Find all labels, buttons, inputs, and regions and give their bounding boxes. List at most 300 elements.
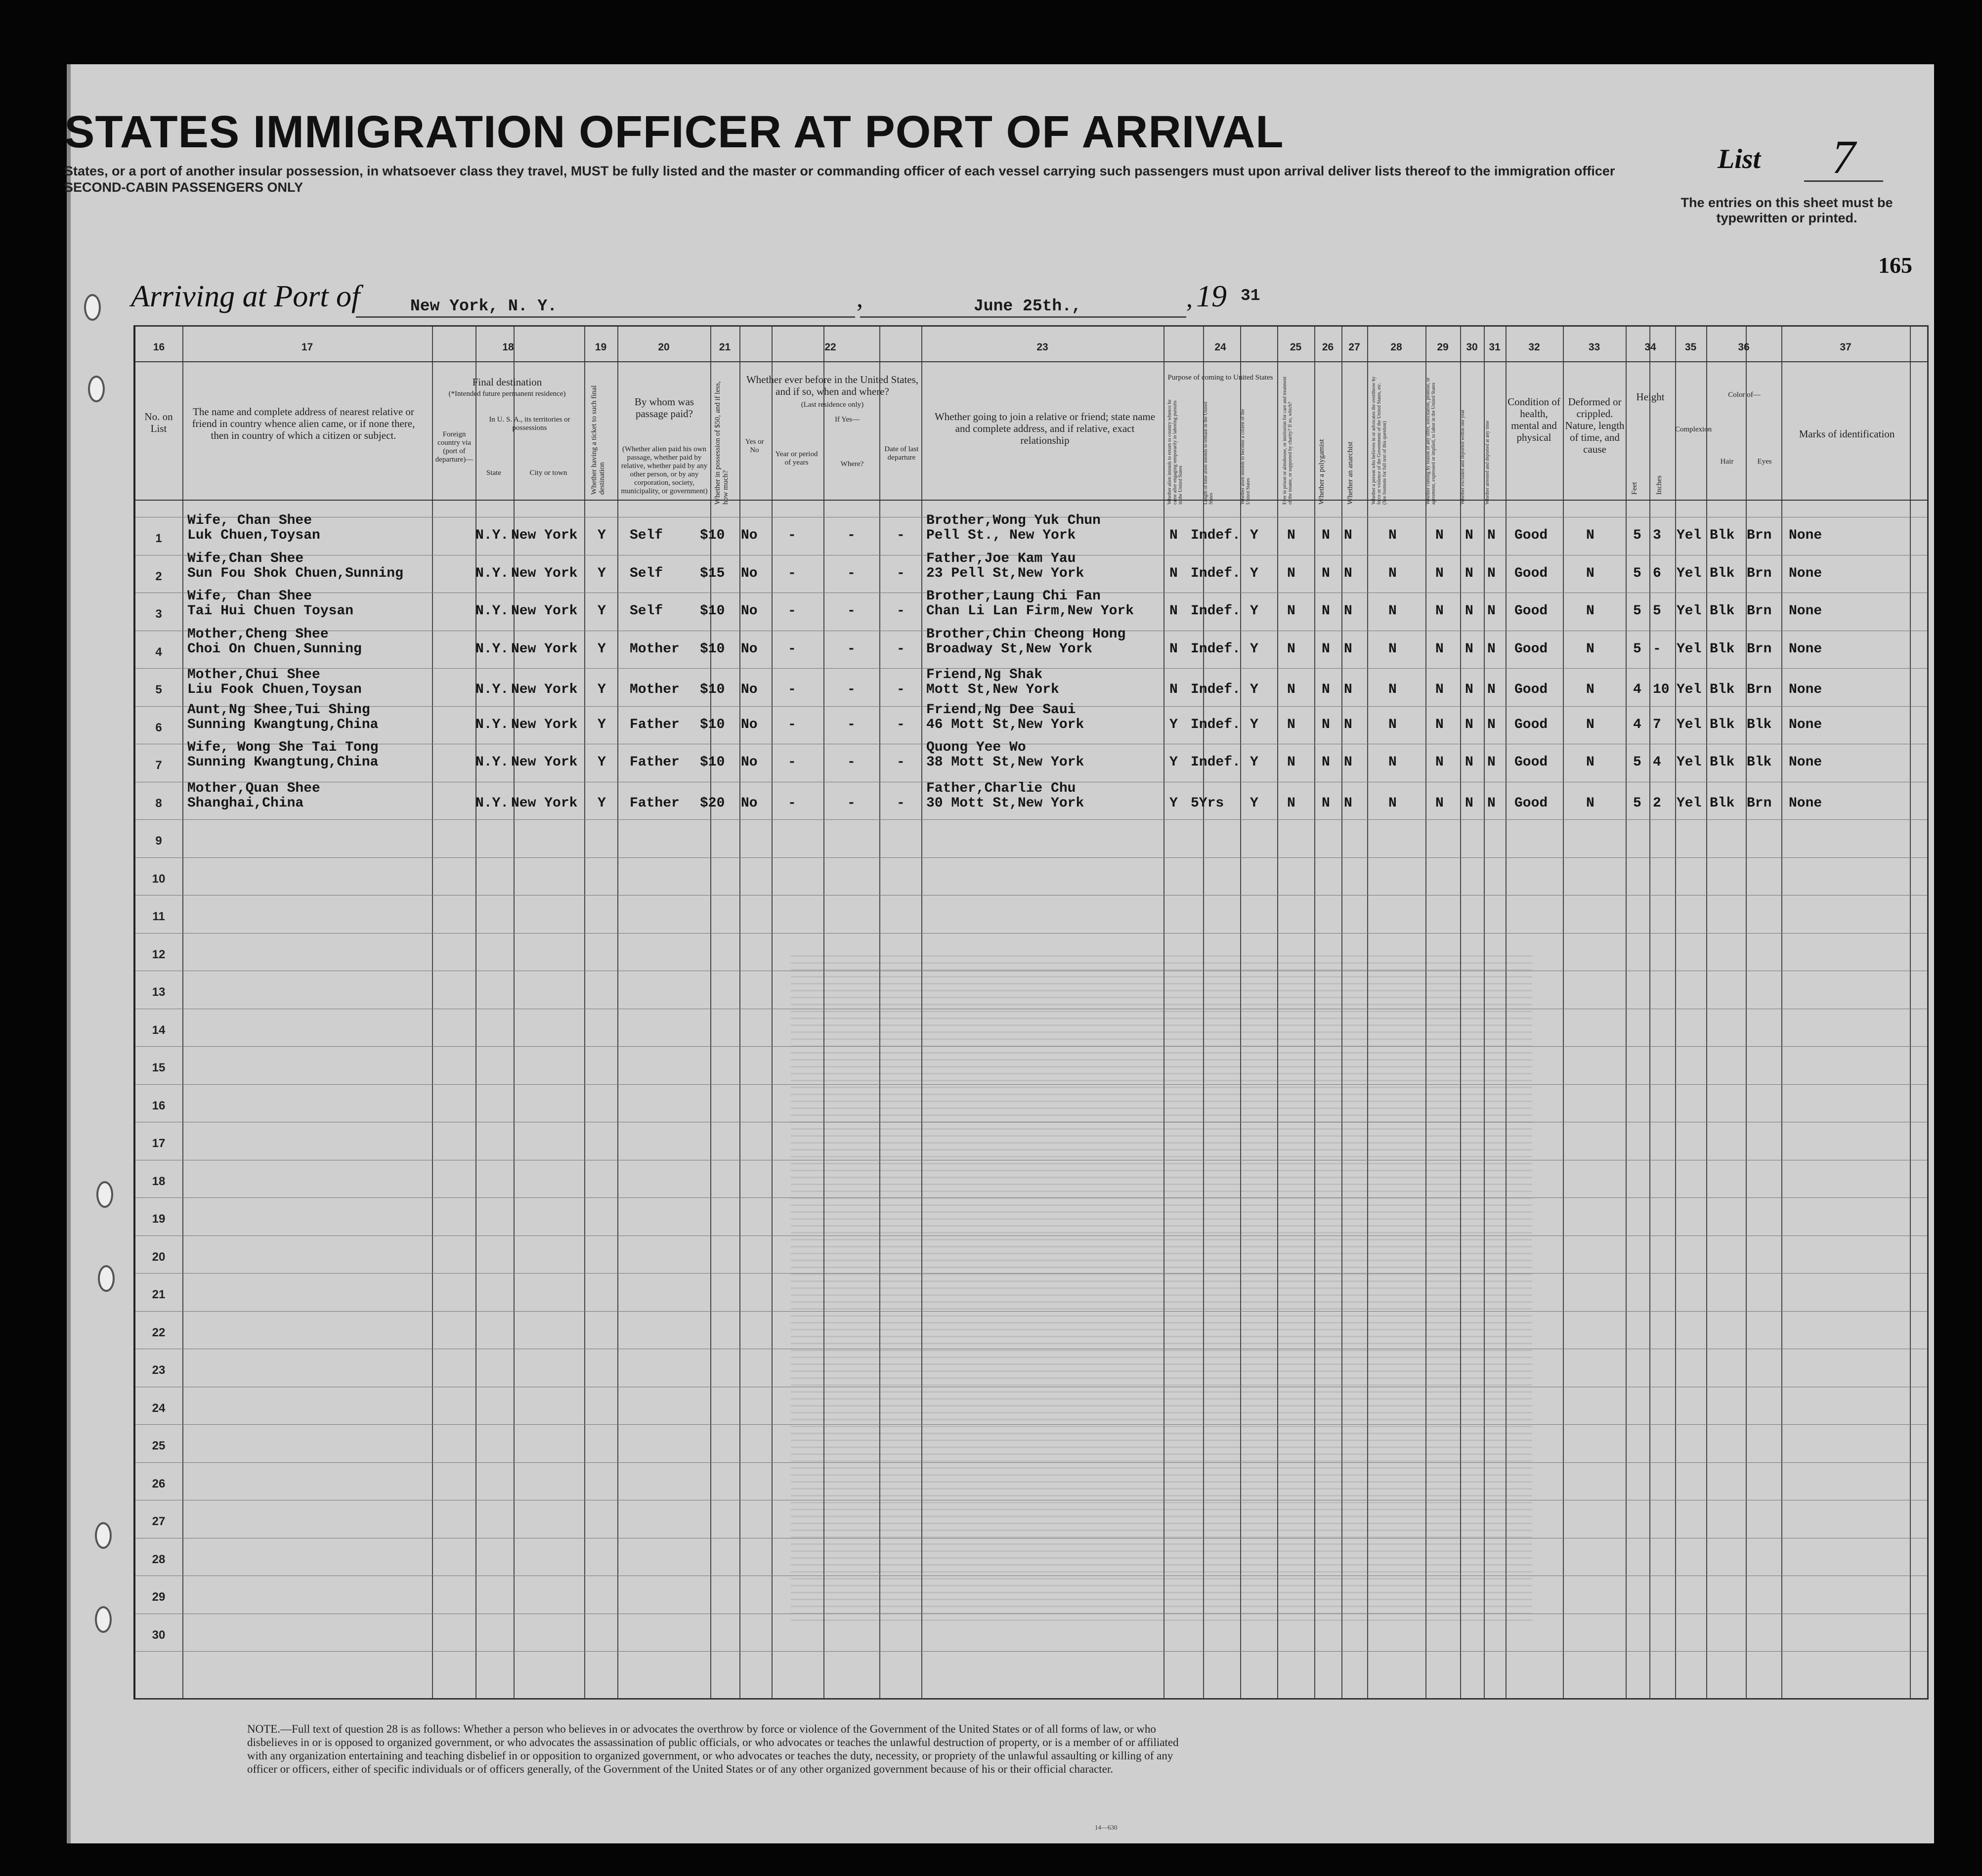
excluded-answer: N [1465, 755, 1473, 770]
passage-paid-by: Self [630, 603, 663, 619]
anarchist-answer: N [1344, 641, 1352, 657]
eye-color: Brn [1747, 641, 1772, 657]
column-number: 28 [1390, 341, 1402, 353]
row-number: 26 [152, 1477, 166, 1491]
column-number: 26 [1322, 341, 1334, 353]
ticket: Y [598, 603, 606, 619]
money: $20 [700, 795, 725, 811]
column-rule [1675, 327, 1676, 1698]
column-number: 30 [1466, 341, 1478, 353]
hair-color: Blk [1710, 528, 1735, 543]
state: N.Y. [475, 528, 509, 543]
header-ever-before: Whether ever before in the United States, and if so, when and where? [746, 374, 919, 397]
relative-name: Mother,Cheng Shee [187, 626, 329, 642]
row-rule [135, 1046, 1927, 1047]
money: $10 [700, 603, 725, 619]
money: $15 [700, 565, 725, 581]
marks: None [1789, 565, 1822, 581]
relative-address: Sunning Kwangtung,China [187, 755, 379, 770]
arriving-year-suffix: 31 [1241, 287, 1260, 305]
deported-answer: N [1487, 528, 1496, 543]
joining-address: Pell St., New York [926, 528, 1076, 543]
deformed: N [1586, 717, 1594, 732]
polygamist-answer: N [1322, 795, 1330, 811]
polygamist-answer: N [1322, 755, 1330, 770]
anarchist-answer: N [1344, 528, 1352, 543]
complexion: Yel [1677, 717, 1702, 732]
height-feet: 4 [1633, 682, 1641, 697]
list-label: List [1718, 144, 1761, 174]
ever-before: No [741, 641, 758, 657]
column-number: 20 [658, 341, 670, 353]
money: $10 [700, 682, 725, 697]
purpose-length: 5Yrs [1191, 795, 1224, 811]
purpose-return: N [1169, 641, 1178, 657]
binder-hole [95, 1606, 112, 1633]
deported-answer: N [1487, 603, 1496, 619]
purpose-return: Y [1169, 717, 1178, 732]
labor-answer: N [1435, 641, 1444, 657]
relative-name: Wife,Chan Shee [187, 551, 304, 566]
header-city: City or town [529, 469, 567, 477]
header-rule [135, 500, 1927, 501]
overthrow-answer: N [1388, 717, 1397, 732]
relative-name: Wife, Wong She Tai Tong [187, 740, 379, 755]
joining-address: 46 Mott St,New York [926, 717, 1084, 732]
column-number: 27 [1348, 341, 1360, 353]
row-rule [135, 1311, 1927, 1312]
polygamist-answer: N [1322, 717, 1330, 732]
relative-name: Mother,Quan Shee [187, 780, 320, 796]
header-rule [135, 361, 1927, 362]
comma: , [857, 285, 863, 313]
height-inches: 6 [1653, 565, 1661, 581]
column-rule [1425, 327, 1426, 1698]
eye-color: Brn [1747, 682, 1772, 697]
purpose-citizen: Y [1250, 641, 1258, 657]
where: - [847, 641, 856, 657]
purpose-citizen: Y [1250, 682, 1258, 697]
ticket: Y [598, 528, 606, 543]
page-number: 165 [1878, 253, 1912, 278]
purpose-citizen: Y [1250, 795, 1258, 811]
money: $10 [700, 528, 725, 543]
column-rule [1314, 327, 1315, 1698]
excluded-answer: N [1465, 682, 1473, 697]
complexion: Yel [1677, 755, 1702, 770]
header-anarchist: Whether an anarchist [1346, 441, 1354, 505]
polygamist-answer: N [1322, 565, 1330, 581]
eye-color: Brn [1747, 565, 1772, 581]
column-number: 21 [719, 341, 731, 353]
anarchist-answer: N [1344, 565, 1352, 581]
column-rule [879, 327, 880, 1698]
relative-address: Tai Hui Chuen Toysan [187, 603, 354, 619]
deported-answer: N [1487, 755, 1496, 770]
relative-address: Sun Fou Shok Chuen,Sunning [187, 565, 403, 581]
ticket: Y [598, 795, 606, 811]
complexion: Yel [1677, 641, 1702, 657]
row-number: 20 [152, 1250, 166, 1264]
row-rule [135, 1084, 1927, 1085]
overthrow-answer: N [1388, 565, 1397, 581]
labor-answer: N [1435, 603, 1444, 619]
header-state: State [486, 469, 501, 477]
hair-color: Blk [1710, 717, 1735, 732]
comma: , [1186, 285, 1193, 313]
column-number: 19 [595, 341, 607, 353]
header-join-relative: Whether going to join a relative or friend; state name and complete address, and if relative, exact relationship [934, 411, 1156, 446]
passage-paid-by: Self [630, 528, 663, 543]
passage-paid-by: Father [630, 717, 680, 732]
departure-date: - [897, 795, 905, 811]
column-rule [1277, 327, 1278, 1698]
anarchist-answer: N [1344, 682, 1352, 697]
state: N.Y. [475, 795, 509, 811]
row-rule [135, 933, 1927, 934]
joining-name: Brother,Wong Yuk Chun [926, 513, 1101, 528]
year-period: - [788, 641, 796, 657]
ticket: Y [598, 682, 606, 697]
deported-answer: N [1487, 565, 1496, 581]
height-feet: 5 [1633, 528, 1641, 543]
labor-answer: N [1435, 795, 1444, 811]
ever-before: No [741, 795, 758, 811]
health: Good [1514, 755, 1548, 770]
purpose-return: N [1169, 603, 1178, 619]
column-rule [1484, 327, 1485, 1698]
where: - [847, 603, 856, 619]
purpose-return: Y [1169, 795, 1178, 811]
row-number: 19 [152, 1212, 166, 1226]
row-number: 17 [152, 1137, 166, 1150]
column-rule [584, 327, 585, 1698]
where: - [847, 755, 856, 770]
overthrow-answer: N [1388, 682, 1397, 697]
departure-date: - [897, 641, 905, 657]
column-rule [772, 327, 773, 1698]
header-in-usa: In U. S. A., its territories or possessions [489, 416, 570, 432]
row-number: 14 [152, 1023, 166, 1037]
column-rule [1506, 327, 1507, 1698]
header-ticket: Whether having a ticket to such final destination [590, 385, 606, 495]
row-number: 25 [152, 1439, 166, 1452]
passage-paid-by: Mother [630, 641, 680, 657]
hair-color: Blk [1710, 641, 1735, 657]
joining-name: Quong Yee Wo [926, 740, 1026, 755]
city: New York [511, 717, 578, 732]
joining-name: Father,Charlie Chu [926, 780, 1076, 796]
row-number: 28 [152, 1552, 166, 1566]
row-number: 30 [152, 1628, 166, 1642]
purpose-length: Indef. [1191, 528, 1241, 543]
overthrow-answer: N [1388, 603, 1397, 619]
labor-answer: N [1435, 528, 1444, 543]
where: - [847, 682, 856, 697]
year-period: - [788, 795, 796, 811]
column-number: 31 [1489, 341, 1501, 353]
where: - [847, 528, 856, 543]
state: N.Y. [475, 565, 509, 581]
header-nearest-relative: The name and complete address of nearest relative or friend in country whence alien came, or if none there, then in country of which a citizen or subject. [192, 406, 415, 441]
passage-paid-by: Father [630, 755, 680, 770]
header-color-of: Color of— [1728, 391, 1761, 399]
hair-color: Blk [1710, 682, 1735, 697]
form-number: 14—630 [1095, 1824, 1118, 1831]
deformed: N [1586, 603, 1594, 619]
money: $10 [700, 755, 725, 770]
header-labor-offer: Whether coming by reason of any offer, solicitation, promise, or agreement, expressed or implied, to labor in the United States [1425, 377, 1436, 505]
row-rule [135, 1197, 1927, 1198]
hair-color: Blk [1710, 565, 1735, 581]
column-number: 35 [1684, 341, 1697, 353]
list-number: 7 [1804, 133, 1883, 182]
header-final-destination: Final destination [472, 376, 542, 388]
height-inches: 7 [1653, 717, 1661, 732]
row-number: 21 [152, 1288, 166, 1301]
typed-note: The entries on this sheet must be typewritten or printed. [1680, 195, 1893, 225]
labor-answer: N [1435, 682, 1444, 697]
column-rule [432, 327, 433, 1698]
purpose-length: Indef. [1191, 755, 1241, 770]
overthrow-answer: N [1388, 795, 1397, 811]
header-final-destination-note: (*Intended future permanent residence) [448, 390, 566, 398]
column-number: 18 [502, 341, 514, 353]
column-rule [1626, 327, 1627, 1698]
marks: None [1789, 795, 1822, 811]
header-passage-paid: By whom was passage paid? [634, 396, 694, 420]
column-rule [1563, 327, 1564, 1698]
relative-address: Liu Fook Chuen,Toysan [187, 682, 362, 697]
excluded-answer: N [1465, 603, 1473, 619]
marks: None [1789, 603, 1822, 619]
prison-answer: N [1287, 682, 1295, 697]
state: N.Y. [475, 717, 509, 732]
height-feet: 5 [1633, 755, 1641, 770]
excluded-answer: N [1465, 795, 1473, 811]
header-inches: Inches [1655, 475, 1663, 495]
row-number: 1 [155, 532, 162, 545]
year-period: - [788, 717, 796, 732]
height-inches: 3 [1653, 528, 1661, 543]
column-number: 17 [301, 341, 313, 353]
deformed: N [1586, 528, 1594, 543]
header-feet: Feet [1631, 482, 1638, 495]
marks: None [1789, 717, 1822, 732]
column-rule [182, 327, 183, 1698]
labor-answer: N [1435, 755, 1444, 770]
column-number: 37 [1840, 341, 1852, 353]
height-feet: 5 [1633, 565, 1641, 581]
column-rule [921, 327, 922, 1698]
header-excluded: Whether excluded and deported within one year [1460, 409, 1465, 505]
deformed: N [1586, 755, 1594, 770]
hair-color: Blk [1710, 755, 1735, 770]
anarchist-answer: N [1344, 717, 1352, 732]
ever-before: No [741, 755, 758, 770]
header-purpose-citizen: Whether alien intends to become a citizen of the United States [1240, 409, 1251, 505]
marks: None [1789, 755, 1822, 770]
state: N.Y. [475, 755, 509, 770]
footnote: NOTE.—Full text of question 28 is as follows: Whether a person who believes in or advocates the overthrow by force or violence of the Government of the United States or of all forms of law, or who disbelieves in or is opposed to organized government, or who advocates the assassination of public officials, or who advocates or teaches the unlawful destruction of property, or is a member of or affiliated with any organization entertaining and teaching disbelief in or opposition to organized government, or who advocates or teaches the duty, necessity, or propriety of the unlawful assaulting or killing of any officer or officers, either of specific individuals or of officers generally, of the Government of the United States or of any other organized government because of his or their official character. [247, 1723, 1179, 1775]
column-rule [1649, 327, 1650, 1698]
purpose-return: N [1169, 565, 1178, 581]
row-number: 24 [152, 1401, 166, 1415]
page-title: STATES IMMIGRATION OFFICER AT PORT OF ARRIVAL [64, 107, 1284, 157]
relative-address: Shanghai,China [187, 795, 304, 811]
excluded-answer: N [1465, 565, 1473, 581]
header-purpose-length: Length of time alien intends to remain in the United States [1203, 401, 1214, 505]
year-period: - [788, 565, 796, 581]
binder-hole [98, 1265, 115, 1292]
row-number: 15 [152, 1061, 166, 1074]
overthrow-answer: N [1388, 641, 1397, 657]
binder-hole [96, 1181, 113, 1208]
relative-address: Choi On Chuen,Sunning [187, 641, 362, 657]
height-inches: 2 [1653, 795, 1661, 811]
city: New York [511, 755, 578, 770]
row-rule [135, 1462, 1927, 1463]
column-number: 33 [1588, 341, 1600, 353]
manifest-table [133, 325, 1929, 1700]
purpose-length: Indef. [1191, 565, 1241, 581]
state: N.Y. [475, 682, 509, 697]
header-prison: Ever in prison or almshouse, or institution for care and treatment of the insane, or supported by charity? If so, which? [1282, 376, 1293, 505]
header-date-departure: Date of last departure [884, 445, 919, 462]
money: $10 [700, 717, 725, 732]
departure-date: - [897, 755, 905, 770]
row-rule [135, 857, 1927, 858]
ever-before: No [741, 603, 758, 619]
health: Good [1514, 528, 1548, 543]
polygamist-answer: N [1322, 603, 1330, 619]
row-number: 2 [155, 569, 162, 583]
prison-answer: N [1287, 565, 1295, 581]
header-polygamist: Whether a polygamist [1318, 439, 1326, 505]
state: N.Y. [475, 641, 509, 657]
column-number: 34 [1644, 341, 1656, 353]
arriving-date: June 25th., [860, 297, 1186, 318]
header-money: Whether in possession of $50, and if less, how much? [714, 381, 730, 505]
row-number: 12 [152, 947, 166, 961]
header-marks: Marks of identification [1799, 428, 1895, 440]
polygamist-answer: N [1322, 528, 1330, 543]
city: New York [511, 795, 578, 811]
eye-color: Brn [1747, 795, 1772, 811]
joining-address: 23 Pell St,New York [926, 565, 1084, 581]
prison-answer: N [1287, 641, 1295, 657]
binder-hole [84, 294, 101, 321]
complexion: Yel [1677, 528, 1702, 543]
column-rule [617, 327, 618, 1698]
overthrow-answer: N [1388, 528, 1397, 543]
height-inches: - [1653, 641, 1661, 657]
relative-name: Aunt,Ng Shee,Tui Shing [187, 702, 370, 718]
header-hair: Hair [1720, 458, 1734, 466]
joining-name: Friend,Ng Shak [926, 667, 1043, 682]
complexion: Yel [1677, 795, 1702, 811]
row-number: 10 [152, 872, 166, 886]
health: Good [1514, 565, 1548, 581]
header-where: Where? [840, 460, 864, 468]
marks: None [1789, 682, 1822, 697]
health: Good [1514, 682, 1548, 697]
deformed: N [1586, 682, 1594, 697]
joining-name: Brother,Laung Chi Fan [926, 589, 1101, 604]
row-number: 8 [155, 796, 162, 810]
eye-color: Blk [1747, 755, 1772, 770]
polygamist-answer: N [1322, 682, 1330, 697]
hair-color: Blk [1710, 795, 1735, 811]
purpose-length: Indef. [1191, 603, 1241, 619]
row-number: 18 [152, 1174, 166, 1188]
row-rule [135, 1424, 1927, 1425]
departure-date: - [897, 565, 905, 581]
header-no-on-list: No. on List [144, 411, 173, 434]
column-number: 16 [153, 341, 165, 353]
relative-address: Luk Chuen,Toysan [187, 528, 320, 543]
purpose-length: Indef. [1191, 717, 1241, 732]
where: - [847, 565, 856, 581]
header-year-period: Year or period of years [775, 450, 818, 467]
purpose-return: N [1169, 682, 1178, 697]
where: - [847, 795, 856, 811]
prison-answer: N [1287, 603, 1295, 619]
city: New York [511, 682, 578, 697]
row-number: 5 [155, 683, 162, 696]
city: New York [511, 641, 578, 657]
passage-paid-by: Father [630, 795, 680, 811]
row-number: 27 [152, 1515, 166, 1528]
ever-before: No [741, 565, 758, 581]
height-feet: 4 [1633, 717, 1641, 732]
year-period: - [788, 682, 796, 697]
joining-address: Mott St,New York [926, 682, 1059, 697]
prison-answer: N [1287, 528, 1295, 543]
header-if-yes: If Yes— [834, 416, 860, 424]
prison-answer: N [1287, 795, 1295, 811]
hair-color: Blk [1710, 603, 1735, 619]
deformed: N [1586, 795, 1594, 811]
deported-answer: N [1487, 682, 1496, 697]
anarchist-answer: N [1344, 755, 1352, 770]
health: Good [1514, 795, 1548, 811]
joining-address: Chan Li Lan Firm,New York [926, 603, 1134, 619]
polygamist-answer: N [1322, 641, 1330, 657]
class-line: SECOND-CABIN PASSENGERS ONLY [64, 180, 303, 195]
purpose-citizen: Y [1250, 603, 1258, 619]
purpose-length: Indef. [1191, 641, 1241, 657]
header-eyes: Eyes [1757, 458, 1772, 466]
ever-before: No [741, 528, 758, 543]
purpose-return: Y [1169, 755, 1178, 770]
header-foreign-country: Foreign country via (port of departure)— [435, 430, 474, 464]
anarchist-answer: N [1344, 603, 1352, 619]
header-complexion: Complexion [1675, 426, 1712, 433]
header-purpose: Purpose of coming to United States [1167, 374, 1273, 382]
column-rule [1341, 327, 1342, 1698]
height-inches: 4 [1653, 755, 1661, 770]
ticket: Y [598, 565, 606, 581]
city: New York [511, 603, 578, 619]
header-instructions [64, 163, 1671, 196]
city: New York [511, 528, 578, 543]
city: New York [511, 565, 578, 581]
joining-name: Friend,Ng Dee Saui [926, 702, 1076, 718]
marks: None [1789, 528, 1822, 543]
column-number: 24 [1214, 341, 1226, 353]
header-yes-no: Yes or No [745, 438, 764, 454]
